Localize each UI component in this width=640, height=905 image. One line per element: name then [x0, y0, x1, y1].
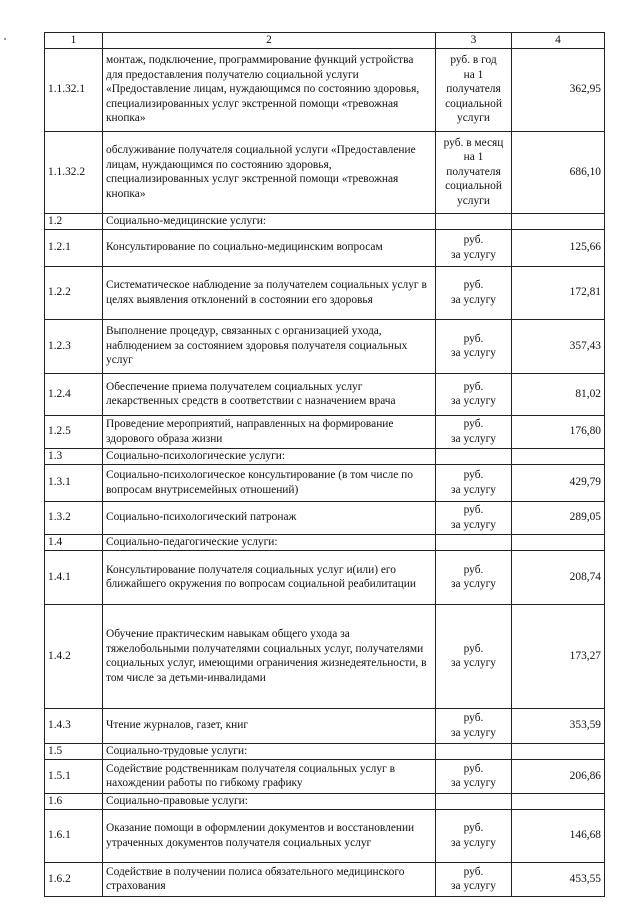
price-cell: 453,55: [512, 862, 605, 896]
unit-line: за услугу: [451, 248, 496, 261]
unit-line: за услугу: [451, 483, 496, 496]
table-row: [45, 550, 605, 604]
row-code: 1.6.1: [45, 809, 103, 862]
unit-line: руб.: [463, 822, 484, 834]
service-name: Содействие родственникам получателя социальных услуг в нахождении работы по гибкому графику: [103, 759, 436, 793]
price-cell: 353,59: [512, 708, 605, 743]
unit-cell: [436, 373, 512, 415]
service-name: Проведение мероприятий, направленных на формирование здорового образа жизни: [103, 415, 436, 448]
unit-line: услуги: [457, 194, 490, 207]
section-row: [45, 534, 605, 550]
header-col-4: 4: [512, 33, 605, 49]
price-cell: 289,05: [512, 501, 605, 534]
price-cell: 172,81: [512, 266, 605, 319]
row-code: 1.3: [45, 448, 103, 464]
row-code: 1.1.32.2: [45, 131, 103, 213]
service-name: Чтение журналов, газет, книг: [103, 708, 436, 743]
unit-line: социальной: [445, 180, 502, 193]
unit-line: руб.: [463, 332, 484, 345]
service-name: Содействие в получении полиса обязательного медицинского страхования: [103, 862, 436, 896]
row-code: 1.2.3: [45, 319, 103, 373]
unit-cell: [436, 534, 512, 550]
unit-line: социальной: [445, 97, 502, 110]
unit-line: руб.: [463, 234, 484, 246]
section-title: Социально-педагогические услуги:: [103, 534, 436, 550]
unit-cell: [436, 319, 512, 373]
table-row: [45, 708, 605, 743]
price-cell: 357,43: [512, 319, 605, 373]
table-row: [45, 131, 605, 213]
unit-cell: [436, 759, 512, 793]
unit-line: за услугу: [451, 836, 496, 849]
unit-cell: [436, 793, 512, 809]
section-title: Социально-психологические услуги:: [103, 448, 436, 464]
row-code: 1.4.2: [45, 604, 103, 708]
row-code: 1.4.3: [45, 708, 103, 743]
price-cell: [512, 743, 605, 759]
service-name: Социально-психологический патронаж: [103, 501, 436, 534]
unit-line: руб.: [463, 418, 484, 430]
row-code: 1.4: [45, 534, 103, 550]
price-cell: 208,74: [512, 550, 605, 604]
row-code: 1.5: [45, 743, 103, 759]
service-name: Систематическое наблюдение за получателем социальных услуг в целях выявления отклонений в состоянии его здоровья: [103, 266, 436, 319]
section-row: [45, 448, 605, 464]
table-row: [45, 604, 605, 708]
unit-line: за услугу: [451, 726, 496, 739]
row-code: 1.6.2: [45, 862, 103, 896]
price-cell: [512, 448, 605, 464]
price-cell: [512, 213, 605, 229]
table-row: [45, 809, 605, 862]
price-cell: 146,68: [512, 809, 605, 862]
document-page: [44, 32, 604, 897]
header-row: [45, 33, 605, 49]
service-name: Консультирование по социально-медицинским вопросам: [103, 229, 436, 266]
unit-line: за услугу: [451, 518, 496, 531]
row-code: 1.2: [45, 213, 103, 229]
row-code: 1.5.1: [45, 759, 103, 793]
table-row: [45, 319, 605, 373]
unit-line: руб.: [463, 380, 484, 393]
section-row: [45, 743, 605, 759]
unit-cell: [436, 131, 512, 213]
row-code: 1.2.2: [45, 266, 103, 319]
table-row: [45, 501, 605, 534]
section-row: [45, 793, 605, 809]
tariff-table: [44, 32, 605, 897]
header-col-1: 1: [45, 33, 103, 49]
unit-line: на 1: [463, 151, 484, 164]
unit-cell: [436, 48, 512, 131]
table-row: [45, 48, 605, 131]
unit-line: за услугу: [451, 395, 496, 408]
unit-line: на 1: [463, 68, 484, 81]
section-row: [45, 213, 605, 229]
header-col-2: 2: [103, 33, 436, 49]
service-name: Социально-психологическое консультирование (в том числе по вопросам внутрисемейных отношений): [103, 464, 436, 501]
unit-cell: [436, 809, 512, 862]
unit-line: за услугу: [451, 777, 496, 790]
row-code: 1.6: [45, 793, 103, 809]
price-cell: [512, 534, 605, 550]
unit-cell: [436, 604, 512, 708]
price-cell: 206,86: [512, 759, 605, 793]
unit-line: руб. в год: [450, 54, 497, 67]
unit-cell: [436, 464, 512, 501]
table-row: [45, 266, 605, 319]
price-cell: 125,66: [512, 229, 605, 266]
row-code: 1.3.1: [45, 464, 103, 501]
row-code: 1.1.32.1: [45, 48, 103, 131]
unit-cell: [436, 415, 512, 448]
unit-line: за услугу: [451, 578, 496, 591]
table-row: [45, 759, 605, 793]
section-title: Социально-правовые услуги:: [103, 793, 436, 809]
unit-cell: [436, 862, 512, 896]
unit-line: за услугу: [451, 293, 496, 306]
unit-cell: [436, 229, 512, 266]
price-cell: 81,02: [512, 373, 605, 415]
service-name: монтаж, подключение, программирование функций устройства для предоставления получателю социальной услуги «Предоставление лицам, нуждающимся по состоянию здоровья, специализированных услуг экстренной помощи «тревожная кнопка»: [103, 48, 436, 131]
unit-line: руб.: [463, 865, 484, 878]
price-cell: 362,95: [512, 48, 605, 131]
table-row: [45, 229, 605, 266]
scan-speck: [4, 38, 6, 40]
row-code: 1.2.1: [45, 229, 103, 266]
table-row: [45, 862, 605, 896]
unit-cell: [436, 501, 512, 534]
row-code: 1.2.4: [45, 373, 103, 415]
price-cell: 176,80: [512, 415, 605, 448]
unit-cell: [436, 550, 512, 604]
price-cell: 429,79: [512, 464, 605, 501]
unit-line: руб.: [463, 642, 484, 655]
unit-cell: [436, 448, 512, 464]
unit-line: за услугу: [451, 432, 496, 445]
unit-line: за услугу: [451, 880, 496, 893]
price-cell: 173,27: [512, 604, 605, 708]
unit-line: за услугу: [451, 347, 496, 360]
row-code: 1.2.5: [45, 415, 103, 448]
unit-line: за услугу: [451, 657, 496, 670]
service-name: Обеспечение приема получателем социальных услуг лекарственных средств в соответствии с назначением врача: [103, 373, 436, 415]
unit-line: руб.: [463, 712, 484, 724]
unit-line: руб.: [463, 762, 484, 775]
service-name: Обучение практическим навыкам общего ухода за тяжелобольными получателями социальных услуг, получателями социальных услуг, имеющими ограничения жизнедеятельности, в том числе за детьми-инвалидами: [103, 604, 436, 708]
unit-line: услуги: [457, 112, 490, 125]
unit-line: получателя: [446, 165, 501, 178]
unit-line: получателя: [446, 83, 501, 96]
unit-cell: [436, 708, 512, 743]
unit-cell: [436, 266, 512, 319]
price-cell: [512, 793, 605, 809]
service-name: Выполнение процедур, связанных с организацией ухода, наблюдением за состоянием здоровья получателя социальных услуг: [103, 319, 436, 373]
header-col-3: 3: [436, 33, 512, 49]
table-row: [45, 373, 605, 415]
table-row: [45, 415, 605, 448]
service-name: обслуживание получателя социальной услуги «Предоставление лицам, нуждающимся по состоянию здоровья, специализированных услуг экстренной помощи «тревожная кнопка»: [103, 131, 436, 213]
table-row: [45, 464, 605, 501]
row-code: 1.3.2: [45, 501, 103, 534]
unit-line: руб.: [463, 279, 484, 291]
unit-line: руб.: [463, 563, 484, 576]
section-title: Социально-медицинские услуги:: [103, 213, 436, 229]
unit-cell: [436, 743, 512, 759]
section-title: Социально-трудовые услуги:: [103, 743, 436, 759]
unit-line: руб.: [463, 504, 484, 516]
unit-line: руб. в месяц: [443, 136, 504, 149]
service-name: Консультирование получателя социальных услуг и(или) его ближайшего окружения по вопросам социальной реабилитации: [103, 550, 436, 604]
service-name: Оказание помощи в оформлении документов и восстановлении утраченных документов получателя социальных услуг: [103, 809, 436, 862]
row-code: 1.4.1: [45, 550, 103, 604]
price-cell: 686,10: [512, 131, 605, 213]
table-body: [45, 48, 605, 896]
unit-cell: [436, 213, 512, 229]
unit-line: руб.: [463, 469, 484, 481]
